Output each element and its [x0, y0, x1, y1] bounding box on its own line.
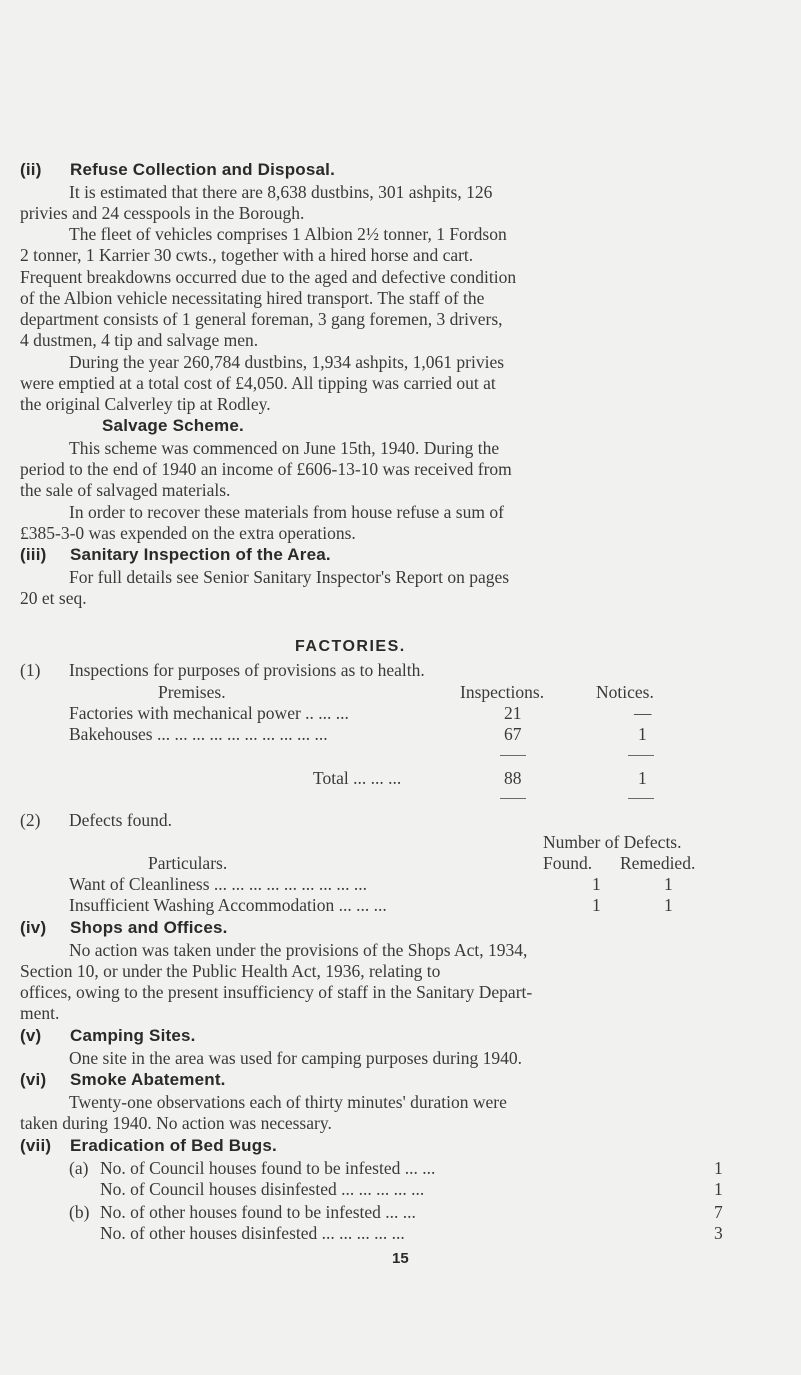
salvage-line-5: £385-3-0 was expended on the extra operations. — [20, 523, 356, 543]
bedbugs-row-b-value: 7 — [714, 1202, 723, 1222]
bedbugs-heading: Eradication of Bed Bugs. — [70, 1136, 277, 1155]
bedbugs-row-b-label: No. of other houses found to be infested ... ... — [100, 1202, 416, 1222]
factories-row-inspections: 21 — [504, 703, 522, 723]
rule-above-total-inspections — [500, 755, 526, 756]
factories-heading: FACTORIES. — [295, 638, 406, 655]
bedbugs-row-b-prefix: (b) — [69, 1202, 90, 1222]
col-inspections: Inspections. — [460, 682, 545, 702]
bedbugs-row-a-value: 1 — [714, 1158, 723, 1178]
total-inspections: 88 — [504, 768, 522, 788]
col-premises: Premises. — [158, 682, 226, 702]
washing-row-label: Insufficient Washing Accommodation ... ... ... — [69, 895, 387, 915]
smoke-line-1: Twenty-one observations each of thirty minutes' duration were — [69, 1092, 507, 1112]
refuse-line-2: privies and 24 cesspools in the Borough. — [20, 203, 305, 223]
section-marker-ii: (ii) — [20, 160, 42, 179]
refuse-line-6: of the Albion vehicle necessitating hired transport. The staff of the — [20, 288, 485, 308]
section-marker-vii: (vii) — [20, 1136, 52, 1155]
col-notices: Notices. — [596, 682, 654, 702]
factories-row-label: Factories with mechanical power .. ... ... — [69, 703, 349, 723]
factories-part2-marker: (2) — [20, 810, 41, 830]
refuse-line-11: the original Calverley tip at Rodley. — [20, 394, 271, 414]
cleanliness-row-found: 1 — [592, 874, 601, 894]
salvage-line-1: This scheme was commenced on June 15th, 1940. During the — [69, 438, 500, 458]
refuse-line-3: The fleet of vehicles comprises 1 Albion 2½ tonner, 1 Fordson — [69, 224, 507, 244]
refuse-line-10: were emptied at a total cost of £4,050. All tipping was carried out at — [20, 373, 496, 393]
bakehouses-row-label: Bakehouses ... ... ... ... ... ... ... ... ... ... — [69, 724, 328, 744]
sanitary-heading: Sanitary Inspection of the Area. — [70, 545, 331, 564]
shops-heading: Shops and Offices. — [70, 918, 228, 937]
factories-part1-marker: (1) — [20, 660, 41, 680]
section-marker-vi: (vi) — [20, 1070, 47, 1089]
refuse-heading: Refuse Collection and Disposal. — [70, 160, 336, 179]
page-number: 15 — [392, 1250, 409, 1267]
factories-part1-title: Inspections for purposes of provisions as to health. — [69, 660, 425, 680]
cleanliness-row-remedied: 1 — [664, 874, 673, 894]
col-number-of-defects: Number of Defects. — [543, 832, 682, 852]
cleanliness-row-label: Want of Cleanliness ... ... ... ... ... ... ... ... ... — [69, 874, 368, 894]
salvage-heading: Salvage Scheme. — [102, 416, 244, 435]
bedbugs-row-b2-label: No. of other houses disinfested ... ... ... ... ... — [100, 1223, 405, 1243]
col-particulars: Particulars. — [148, 853, 228, 873]
section-marker-iii: (iii) — [20, 545, 47, 564]
refuse-line-4: 2 tonner, 1 Karrier 30 cwts., together with a hired horse and cart. — [20, 245, 474, 265]
shops-line-2: Section 10, or under the Public Health Act, 1936, relating to — [20, 961, 441, 981]
refuse-line-5: Frequent breakdowns occurred due to the aged and defective condition — [20, 267, 517, 287]
smoke-heading: Smoke Abatement. — [70, 1070, 226, 1089]
refuse-line-9: During the year 260,784 dustbins, 1,934 ashpits, 1,061 privies — [69, 352, 505, 372]
col-found: Found. — [543, 853, 593, 873]
shops-line-1: No action was taken under the provisions of the Shops Act, 1934, — [69, 940, 528, 960]
bedbugs-row-a2-label: No. of Council houses disinfested ... ... ... ... ... — [100, 1179, 425, 1199]
factories-row-notices: — — [634, 703, 652, 723]
refuse-line-8: 4 dustmen, 4 tip and salvage men. — [20, 330, 259, 350]
col-remedied: Remedied. — [620, 853, 696, 873]
sanitary-line-1: For full details see Senior Sanitary Inspector's Report on pages — [69, 567, 510, 587]
bakehouses-row-inspections: 67 — [504, 724, 522, 744]
section-marker-iv: (iv) — [20, 918, 47, 937]
bedbugs-row-a2-value: 1 — [714, 1179, 723, 1199]
total-notices: 1 — [638, 768, 647, 788]
salvage-line-3: the sale of salvaged materials. — [20, 480, 231, 500]
section-marker-v: (v) — [20, 1026, 42, 1045]
smoke-line-2: taken during 1940. No action was necessary. — [20, 1113, 332, 1133]
rule-below-total-notices — [628, 798, 654, 799]
refuse-line-1: It is estimated that there are 8,638 dustbins, 301 ashpits, 126 — [69, 182, 493, 202]
bedbugs-row-a-prefix: (a) — [69, 1158, 89, 1178]
bedbugs-row-a-label: No. of Council houses found to be infested ... ... — [100, 1158, 436, 1178]
total-label: Total ... ... ... — [313, 768, 402, 788]
camping-line-1: One site in the area was used for camping purposes during 1940. — [69, 1048, 522, 1068]
salvage-line-4: In order to recover these materials from house refuse a sum of — [69, 502, 504, 522]
washing-row-found: 1 — [592, 895, 601, 915]
camping-heading: Camping Sites. — [70, 1026, 196, 1045]
shops-line-4: ment. — [20, 1003, 60, 1023]
factories-part2-title: Defects found. — [69, 810, 173, 830]
rule-above-total-notices — [628, 755, 654, 756]
salvage-line-2: period to the end of 1940 an income of £606-13-10 was received from — [20, 459, 512, 479]
bakehouses-row-notices: 1 — [638, 724, 647, 744]
shops-line-3: offices, owing to the present insufficiency of staff in the Sanitary Depart- — [20, 982, 533, 1002]
washing-row-remedied: 1 — [664, 895, 673, 915]
rule-below-total-inspections — [500, 798, 526, 799]
sanitary-line-2: 20 et seq. — [20, 588, 87, 608]
bedbugs-row-b2-value: 3 — [714, 1223, 723, 1243]
refuse-line-7: department consists of 1 general foreman, 3 gang foremen, 3 drivers, — [20, 309, 503, 329]
